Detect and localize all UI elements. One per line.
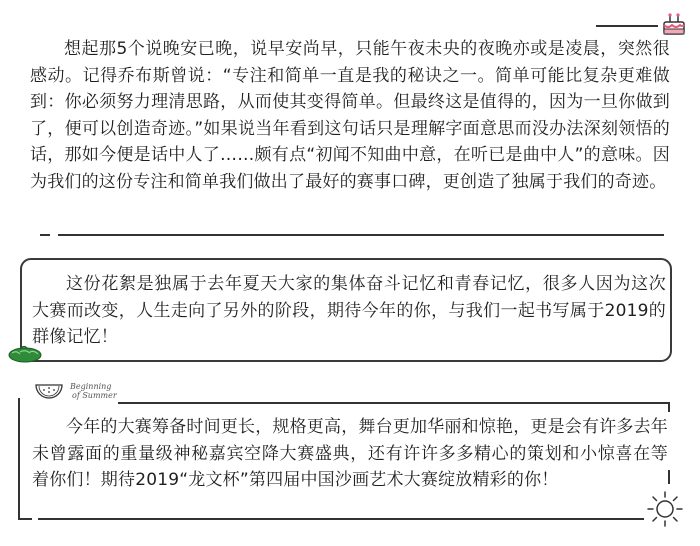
- section1-divider-long: [58, 234, 664, 236]
- frame3-bottom-short: [18, 518, 32, 520]
- watermelon-slice-icon: [34, 381, 64, 403]
- label-line1: Beginning: [70, 382, 112, 391]
- frame3-bottom-long: [38, 518, 644, 520]
- top-divider-line: [596, 25, 658, 27]
- frame3-top-line: [118, 402, 670, 404]
- event-paragraph: 今年的大赛筹备时间更长，规格更高，舞台更加华丽和惊艳，更是会有许多去年未曾露面的重量级神秘嘉宾空降大赛盛典，还有许许多多精心的策划和小惊喜在等着你们！期待2019“龙文杯”第四届中国沙画艺术大赛绽放精彩的你！: [32, 417, 668, 490]
- memory-paragraph: 这份花絮是独属于去年夏天大家的集体奋斗记忆和青春记忆，很多人因为这次大赛而改变，人生走向了另外的阶段，期待今年的你，与我们一起书写属于2019的群像记忆！: [32, 274, 666, 347]
- frame3-top-tick: [668, 402, 670, 412]
- intro-paragraph: 想起那5个说晚安已晚，说早安尚早，只能午夜未央的夜晚亦或是凌晨，突然很感动。记得乔布斯曾说：“专注和简单一直是我的秘诀之一。简单可能比复杂更难做到：你必须努力理清思路，从而使其变得简单。但最终这是值得的，因为一旦你做到了，便可以创造奇迹。”如果说当年看到这句话只是理解字面意思而没办法深刻领悟的话，那如今便是话中人了……颇有点“初闻不知曲中意，在听已是曲中人”的意味。因为我们的这份专注和简单我们做出了最好的赛事口碑，更创造了独属于我们的奇迹。: [30, 39, 670, 192]
- beginning-of-summer-label: [70, 382, 117, 400]
- section1-divider-short: [40, 234, 50, 236]
- birthday-cake-icon: [660, 10, 688, 38]
- label-line2: of Summer: [72, 391, 117, 400]
- sun-icon: [646, 490, 684, 528]
- watermelon-icon: [6, 344, 44, 364]
- frame3-left-line: [18, 398, 20, 518]
- frame3-right-tick: [668, 470, 670, 484]
